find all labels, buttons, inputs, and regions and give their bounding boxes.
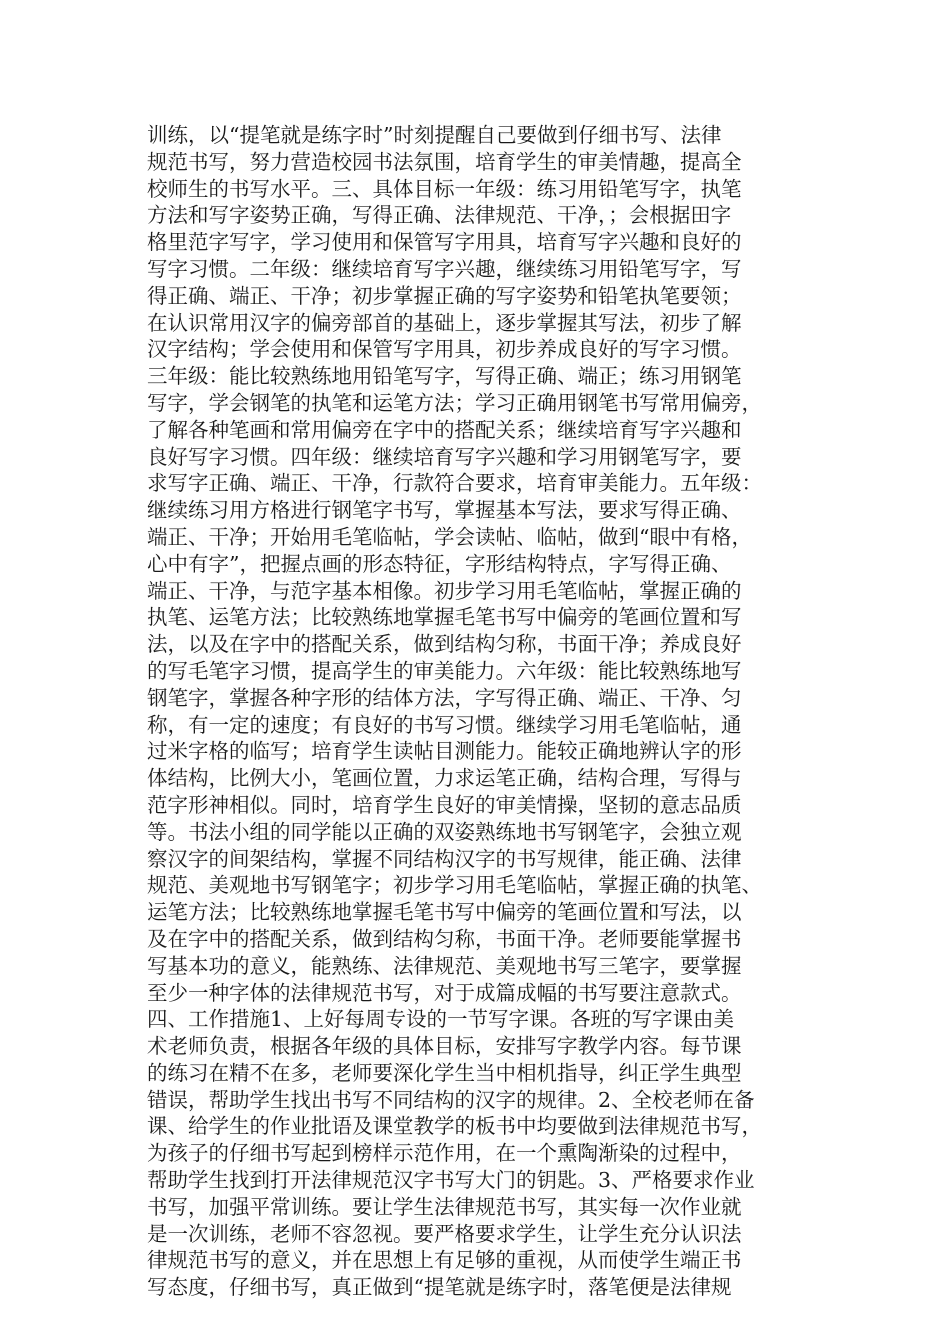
text-line-19: 执笔、运笔方法；比较熟练地掌握毛笔书写中偏旁的笔画位置和写 [147,605,742,630]
text-line-24: 过米字格的临写；培育学生读帖目测能力。能较正确地辨认字的形 [147,739,742,764]
text-line-09: 汉字结构；学会使用和保管写字用具，初步养成良好的写字习惯。 [147,337,742,362]
text-line-17: 心中有字”，把握点画的形态特征，字形结构特点，字写得正确、 [147,551,732,576]
text-line-28: 察汉字的间架结构，掌握不同结构汉字的书写规律，能正确、法律 [147,846,742,871]
text-line-14: 求写字正确、端正、干净，行款符合要求，培育审美能力。五年级： [147,471,762,496]
text-line-06: 写字习惯。二年级：继续培育写字兴趣，继续练习用铅笔写字，写 [147,256,742,281]
text-line-11: 写字，学会钢笔的执笔和运笔方法；学习正确用钢笔书写常用偏旁， [147,390,762,415]
text-line-05: 格里范字写字，学习使用和保管写字用具，培育写字兴趣和良好的 [147,230,742,255]
text-line-15: 继续练习用方格进行钢笔字书写，掌握基本写法，要求写得正确、 [147,498,742,523]
text-line-02: 规范书写，努力营造校园书法氛围，培育学生的审美情趣，提高全 [147,149,742,174]
text-line-30: 运笔方法；比较熟练地掌握毛笔书写中偏旁的笔画位置和写法，以 [147,900,742,925]
text-line-08: 在认识常用汉字的偏旁部首的基础上，逐步掌握其写法，初步了解 [147,310,742,335]
text-line-23: 称，有一定的速度；有良好的书写习惯。继续学习用毛笔临帖，通 [147,712,742,737]
text-line-03: 校师生的书写水平。三、具体目标一年级：练习用铅笔写字，执笔 [147,176,742,201]
text-line-29: 规范、美观地书写钢笔字；初步学习用毛笔临帖，掌握正确的执笔、 [147,873,762,898]
text-line-10: 三年级：能比较熟练地用铅笔写字，写得正确、端正；练习用钢笔 [147,364,742,389]
text-line-26: 范字形神相似。同时，培育学生良好的审美情操，坚韧的意志品质 [147,792,742,817]
text-line-27: 等。书法小组的同学能以正确的双姿熟练地书写钢笔字，会独立观 [147,819,742,844]
text-line-12: 了解各种笔画和常用偏旁在字中的搭配关系；继续培育写字兴趣和 [147,417,742,442]
text-line-32: 写基本功的意义，能熟练、法律规范、美观地书写三笔字，要掌握 [147,953,742,978]
text-line-41: 书写，加强平常训练。要让学生法律规范书写，其实每一次作业就 [147,1194,742,1219]
text-line-07: 得正确、端正、干净；初步掌握正确的写字姿势和铅笔执笔要领； [147,283,742,308]
text-line-36: 的练习在精不在多，老师要深化学生当中相机指导，纠正学生典型 [147,1060,742,1085]
text-line-37: 错误，帮助学生找出书写不同结构的汉字的规律。2、全校老师在备 [147,1087,755,1112]
text-line-18: 端正、干净，与范字基本相像。初步学习用毛笔临帖，掌握正确的 [147,578,742,603]
text-line-01: 训练，以“提笔就是练字时”时刻提醒自己要做到仔细书写、法律 [147,123,722,147]
text-line-39: 为孩子的仔细书写起到榜样示范作用，在一个熏陶渐染的过程中， [147,1141,742,1166]
text-line-04: 方法和写字姿势正确，写得正确、法律规范、干净，；会根据田字 [147,203,732,228]
text-line-22: 钢笔字，掌握各种字形的结体方法，字写得正确、端正、干净、匀 [147,685,742,710]
text-line-35: 术老师负责，根据各年级的具体目标，安排写字教学内容。每节课 [147,1034,742,1059]
text-line-20: 法，以及在字中的搭配关系，做到结构匀称，书面干净；养成良好 [147,632,742,657]
text-line-40: 帮助学生找到打开法律规范汉字书写大门的钥匙。3、严格要求作业 [147,1168,755,1193]
text-line-43: 律规范书写的意义，并在思想上有足够的重视，从而使学生端正书 [147,1248,742,1273]
body-text [147,122,817,1301]
text-line-25: 体结构，比例大小，笔画位置，力求运笔正确，结构合理，写得与 [147,766,742,791]
text-line-38: 课、给学生的作业批语及课堂教学的板书中均要做到法律规范书写， [147,1114,762,1139]
text-line-44: 写态度，仔细书写，真正做到“提笔就是练字时，落笔便是法律规 [147,1275,732,1300]
text-line-33: 至少一种字体的法律规范书写，对于成篇成幅的书写要注意款式。 [147,980,742,1005]
text-line-34: 四、工作措施1、上好每周专设的一节写字课。各班的写字课由美 [147,1007,735,1032]
text-line-31: 及在字中的搭配关系，做到结构匀称，书面干净。老师要能掌握书 [147,926,742,951]
text-line-21: 的写毛笔字习惯，提高学生的审美能力。六年级：能比较熟练地写 [147,658,742,683]
text-line-42: 是一次训练，老师不容忽视。要严格要求学生，让学生充分认识法 [147,1221,742,1246]
text-line-13: 良好写字习惯。四年级：继续培育写字兴趣和学习用钢笔写字，要 [147,444,742,469]
text-line-16: 端正、干净；开始用毛笔临帖，学会读帖、临帖，做到“眼中有格， [147,524,752,549]
